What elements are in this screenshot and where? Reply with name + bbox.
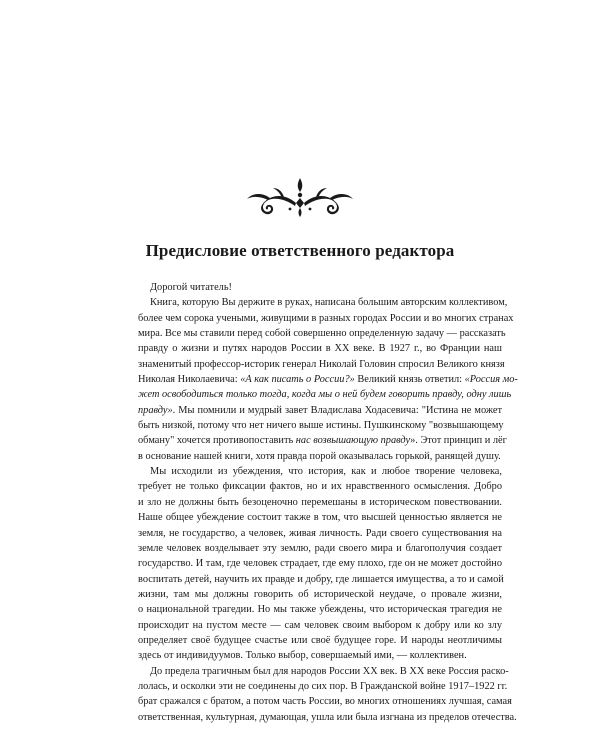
text-run: воспитать детей, научить их правде и добру, где лишается имущества, а то и самой xyxy=(138,573,504,585)
text-run: обману" хочется противопоставить xyxy=(138,435,296,447)
text-line xyxy=(138,510,502,525)
text-run: земля, не государство, а человек, живая личность. Ради своего существования на xyxy=(138,527,502,539)
text-line xyxy=(138,311,514,326)
text-line xyxy=(138,541,502,556)
text-line xyxy=(138,295,508,310)
text-run: брат сражался с братом, а потом часть России, во многих отношениях лучшая, самая xyxy=(138,696,512,708)
text-run: правду о жизни и путях народов России в XX веке. В 1927 г., во Франции наш xyxy=(138,343,502,355)
text-run: Книга, которую Вы держите в руках, написана большим авторским коллективом, xyxy=(150,297,508,309)
text-line xyxy=(138,572,502,587)
italic-quote: жет освободиться только тогда, когда мы о ней будем говорить правду, одну лишь xyxy=(138,389,512,401)
text-run: земле человек возделывает эту землю, ради своего мира и благополучия создает xyxy=(138,542,502,554)
italic-quote: «А как писать о России?» xyxy=(240,374,355,386)
text-run: здесь от индивидуумов. Только выбор, совершаемый ими, — коллективен. xyxy=(138,650,467,662)
italic-quote: «Россия мо- xyxy=(464,374,518,386)
text-run: знаменитый профессор-историк генерал Николай Головин спросил Великого князя xyxy=(138,358,505,370)
text-line xyxy=(138,433,507,448)
text-run: До предела трагичным был для народов России XX век. В XX веке Россия раско- xyxy=(150,665,509,677)
decorative-ornament-icon xyxy=(244,176,356,218)
text-run: определяет своё будущее счастье или своё будущее горе. И народы неотличимы xyxy=(138,634,502,646)
text-run: и зло не должны быть безоценочно перемешаны в историческом повествовании. xyxy=(138,496,502,508)
text-line xyxy=(138,526,502,541)
text-line xyxy=(138,341,502,356)
text-run: происходит на пустом месте — сам человек своим выбором к добру или ко злу xyxy=(138,619,502,631)
text-run: жизни, там мы должны говорить об исторической неудаче, о провале жизни, xyxy=(138,588,502,600)
text-run: быть низкой, потому что нет ничего выше истины. Пушкинскому "возвышающему xyxy=(138,420,504,432)
text-run: ». Этот принцип и лёг xyxy=(410,435,507,447)
text-line xyxy=(138,449,502,464)
text-line xyxy=(138,710,517,725)
text-run: . Мы помнили и мудрый завет Владислава Ходасевича: "Истина не может xyxy=(172,404,502,416)
text-line xyxy=(138,618,502,633)
text-line xyxy=(138,664,509,679)
text-line xyxy=(138,633,502,648)
text-run: о национальной трагедии. Но мы также убеждены, что историческая трагедия не xyxy=(138,604,502,616)
text-line xyxy=(138,648,502,663)
page-title: Предисловие ответственного редактора xyxy=(145,241,455,260)
text-run: требует не только фиксации фактов, но и их нравственного осмысления. Добро xyxy=(138,481,502,493)
text-line xyxy=(138,694,512,709)
text-line xyxy=(138,387,512,402)
text-line xyxy=(138,403,502,418)
text-line xyxy=(138,464,502,479)
text-run: Николая Николаевича: xyxy=(138,374,241,386)
text-line xyxy=(138,602,502,617)
text-run: Наше общее убеждение состоит также в том, что высшей ценностью является не xyxy=(138,512,502,524)
text-run: ответственная, культурная, думающая, ушла или была изгнана из пределов отечества. xyxy=(138,711,517,723)
italic-quote: нас возвышающую правду xyxy=(295,435,411,447)
text-line xyxy=(138,556,502,571)
text-line xyxy=(138,479,502,494)
text-run: в основание нашей книги, хотя правда порой оказывалась горькой, ранящей душу. xyxy=(138,450,501,462)
text-run: государство. И там, где человек страдает, где ему плохо, где он не может достойно xyxy=(138,558,502,570)
text-run: Дорогой читатель! xyxy=(150,282,232,293)
text-run: мира. Все мы ставили перед собой совершенно определенную задачу — рассказать xyxy=(138,328,506,340)
text-run: лолась, и осколки эти не соединены до сих пор. В Гражданской войне 1917–1922 гг. xyxy=(138,680,508,692)
text-run: Великий князь ответил: xyxy=(354,374,465,386)
text-run: более чем сорока учеными, живущими в разных городах России и во многих странах xyxy=(138,312,514,324)
body-text xyxy=(138,280,518,725)
italic-quote: правду» xyxy=(138,404,173,416)
text-line xyxy=(138,357,505,372)
text-line xyxy=(138,326,506,341)
text-run: Мы исходили из убеждения, что история, как и любое творение человека, xyxy=(150,466,502,478)
text-line xyxy=(138,495,502,510)
text-line xyxy=(138,587,502,602)
text-line xyxy=(138,418,502,433)
text-line xyxy=(138,372,518,387)
text-line xyxy=(138,679,508,694)
text-line xyxy=(138,280,502,295)
